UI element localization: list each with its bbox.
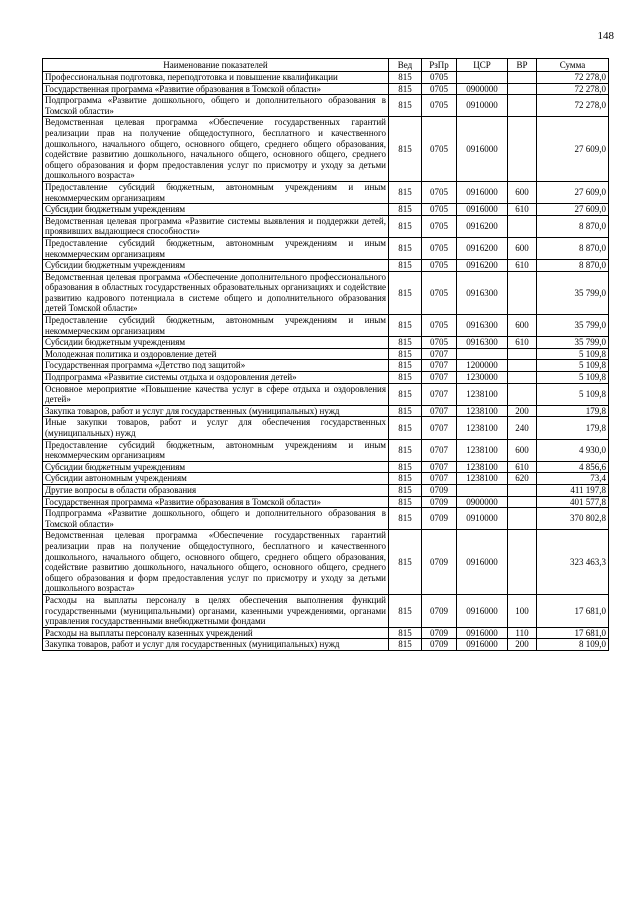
- row-sum: 4 930,0: [537, 439, 609, 461]
- row-vr: 620: [508, 473, 537, 485]
- row-rzpr: 0705: [422, 337, 457, 349]
- row-csr: 1238100: [457, 383, 508, 405]
- row-ved: 815: [389, 484, 422, 496]
- row-csr: 1200000: [457, 360, 508, 372]
- table-body: [43, 72, 609, 651]
- row-vr: 600: [508, 315, 537, 337]
- page-number: 148: [597, 30, 614, 42]
- row-name: Расходы на выплаты персоналу в целях обеспечения выполнения функций государственными (муниципальными) органами, казенными учреждениями, органами управления государственными внебюджетными фондами: [43, 594, 389, 627]
- row-vr: [508, 484, 537, 496]
- row-sum: 27 609,0: [537, 204, 609, 216]
- row-ved: 815: [389, 95, 422, 117]
- table-row: [43, 72, 609, 84]
- row-csr: 1238100: [457, 405, 508, 417]
- row-csr: [457, 348, 508, 360]
- row-rzpr: 0705: [422, 271, 457, 314]
- row-csr: 0916200: [457, 237, 508, 259]
- row-vr: [508, 72, 537, 84]
- column-header-csr: ЦСР: [457, 59, 508, 72]
- row-rzpr: 0705: [422, 215, 457, 237]
- row-vr: [508, 508, 537, 530]
- row-rzpr: 0707: [422, 372, 457, 384]
- row-ved: 815: [389, 439, 422, 461]
- column-header-rzpr: РзПр: [422, 59, 457, 72]
- row-csr: 0916300: [457, 271, 508, 314]
- row-vr: 610: [508, 204, 537, 216]
- row-ved: 815: [389, 337, 422, 349]
- row-vr: [508, 117, 537, 182]
- row-name: Ведомственная целевая программа «Обеспечение дополнительного профессионального образования в областных государственных образовательных организациях и содействие развитию кадрового потенциала в системе общего и дополнительного образования детей Томской области»: [43, 271, 389, 314]
- row-vr: 610: [508, 337, 537, 349]
- row-sum: 8 870,0: [537, 260, 609, 272]
- row-vr: 100: [508, 594, 537, 627]
- row-sum: 27 609,0: [537, 117, 609, 182]
- table-row: [43, 639, 609, 651]
- table-header-row: [43, 59, 609, 72]
- row-ved: 815: [389, 639, 422, 651]
- row-rzpr: 0705: [422, 117, 457, 182]
- row-name: Закупка товаров, работ и услуг для государственных (муниципальных) нужд: [43, 639, 389, 651]
- row-vr: [508, 496, 537, 508]
- table-row: [43, 508, 609, 530]
- row-name: Ведомственная целевая программа «Обеспечение государственных гарантий реализации прав на получение общедоступного, бесплатного и качественного дошкольного, начального общего, основного общего, среднего общего образования, содействие развитию дошкольного, начального общего, основного общего, среднего общего образования и форм предоставления услуг по присмотру и уходу за детьми дошкольного возраста»: [43, 530, 389, 595]
- row-ved: 815: [389, 372, 422, 384]
- row-rzpr: 0705: [422, 95, 457, 117]
- row-ved: 815: [389, 117, 422, 182]
- row-csr: 0916000: [457, 594, 508, 627]
- table-row: [43, 496, 609, 508]
- row-sum: 4 856,6: [537, 461, 609, 473]
- table-row: [43, 417, 609, 439]
- row-rzpr: 0707: [422, 360, 457, 372]
- row-ved: 815: [389, 271, 422, 314]
- row-name: Закупка товаров, работ и услуг для государственных (муниципальных) нужд: [43, 405, 389, 417]
- row-sum: 72 278,0: [537, 95, 609, 117]
- row-rzpr: 0705: [422, 260, 457, 272]
- table-row: [43, 383, 609, 405]
- row-csr: 0910000: [457, 95, 508, 117]
- row-csr: 0916000: [457, 639, 508, 651]
- row-sum: 5 109,8: [537, 372, 609, 384]
- row-rzpr: 0709: [422, 627, 457, 639]
- row-name: Подпрограмма «Развитие дошкольного, общего и дополнительного образования в Томской области»: [43, 508, 389, 530]
- row-csr: 0916000: [457, 117, 508, 182]
- row-vr: 240: [508, 417, 537, 439]
- row-ved: 815: [389, 496, 422, 508]
- table-row: [43, 83, 609, 95]
- table-row: [43, 461, 609, 473]
- row-name: Профессиональная подготовка, переподготовка и повышение квалификации: [43, 72, 389, 84]
- row-csr: 1238100: [457, 417, 508, 439]
- row-ved: 815: [389, 594, 422, 627]
- row-name: Субсидии бюджетным учреждениям: [43, 337, 389, 349]
- table-row: [43, 271, 609, 314]
- table-row: [43, 530, 609, 595]
- row-ved: 815: [389, 508, 422, 530]
- row-rzpr: 0705: [422, 237, 457, 259]
- row-name: Предоставление субсидий бюджетным, автономным учреждениям и иным некоммерческим организациям: [43, 237, 389, 259]
- table-row: [43, 204, 609, 216]
- table-row: [43, 181, 609, 203]
- row-rzpr: 0709: [422, 594, 457, 627]
- row-sum: 73,4: [537, 473, 609, 485]
- row-vr: 610: [508, 461, 537, 473]
- row-ved: 815: [389, 315, 422, 337]
- table-row: [43, 594, 609, 627]
- table-row: [43, 405, 609, 417]
- row-csr: 0916000: [457, 530, 508, 595]
- row-vr: 200: [508, 405, 537, 417]
- row-name: Государственная программа «Развитие образования в Томской области»: [43, 496, 389, 508]
- row-name: Расходы на выплаты персоналу казенных учреждений: [43, 627, 389, 639]
- row-csr: 1230000: [457, 372, 508, 384]
- row-csr: 0910000: [457, 508, 508, 530]
- row-csr: [457, 484, 508, 496]
- row-name: Предоставление субсидий бюджетным, автономным учреждениям и иным некоммерческим организациям: [43, 315, 389, 337]
- row-vr: [508, 530, 537, 595]
- row-rzpr: 0709: [422, 530, 457, 595]
- row-csr: 0916200: [457, 215, 508, 237]
- row-csr: 1238100: [457, 439, 508, 461]
- row-ved: 815: [389, 417, 422, 439]
- row-rzpr: 0705: [422, 72, 457, 84]
- table-row: [43, 237, 609, 259]
- row-csr: [457, 72, 508, 84]
- row-sum: 72 278,0: [537, 83, 609, 95]
- row-name: Государственная программа «Детство под защитой»: [43, 360, 389, 372]
- row-sum: 5 109,8: [537, 383, 609, 405]
- row-sum: 5 109,8: [537, 348, 609, 360]
- row-rzpr: 0707: [422, 439, 457, 461]
- row-ved: 815: [389, 204, 422, 216]
- row-sum: 72 278,0: [537, 72, 609, 84]
- row-vr: 200: [508, 639, 537, 651]
- row-name: Субсидии бюджетным учреждениям: [43, 461, 389, 473]
- row-csr: 0916300: [457, 337, 508, 349]
- column-header-vr: ВР: [508, 59, 537, 72]
- row-csr: 0916200: [457, 260, 508, 272]
- row-sum: 179,8: [537, 417, 609, 439]
- row-sum: 35 799,0: [537, 315, 609, 337]
- row-name: Предоставление субсидий бюджетным, автономным учреждениям и иным некоммерческим организациям: [43, 439, 389, 461]
- row-sum: 8 870,0: [537, 237, 609, 259]
- row-rzpr: 0705: [422, 315, 457, 337]
- row-csr: 1238100: [457, 473, 508, 485]
- row-ved: 815: [389, 215, 422, 237]
- row-vr: [508, 215, 537, 237]
- row-csr: 0916000: [457, 181, 508, 203]
- row-rzpr: 0709: [422, 639, 457, 651]
- row-vr: [508, 271, 537, 314]
- table-row: [43, 627, 609, 639]
- row-ved: 815: [389, 405, 422, 417]
- row-rzpr: 0707: [422, 461, 457, 473]
- table-row: [43, 439, 609, 461]
- row-ved: 815: [389, 461, 422, 473]
- row-name: Подпрограмма «Развитие дошкольного, общего и дополнительного образования в Томской области»: [43, 95, 389, 117]
- row-vr: [508, 383, 537, 405]
- row-rzpr: 0707: [422, 383, 457, 405]
- row-rzpr: 0707: [422, 405, 457, 417]
- row-ved: 815: [389, 83, 422, 95]
- row-csr: 0900000: [457, 83, 508, 95]
- row-vr: [508, 83, 537, 95]
- row-sum: 323 463,3: [537, 530, 609, 595]
- table-row: [43, 117, 609, 182]
- row-csr: 0916000: [457, 627, 508, 639]
- row-rzpr: 0707: [422, 417, 457, 439]
- row-vr: 600: [508, 181, 537, 203]
- row-vr: [508, 95, 537, 117]
- table-row: [43, 473, 609, 485]
- row-rzpr: 0707: [422, 348, 457, 360]
- table-row: [43, 337, 609, 349]
- table-row: [43, 215, 609, 237]
- row-sum: 8 109,0: [537, 639, 609, 651]
- row-vr: 600: [508, 237, 537, 259]
- table-row: [43, 260, 609, 272]
- row-name: Субсидии автономным учреждениям: [43, 473, 389, 485]
- row-ved: 815: [389, 360, 422, 372]
- table-row: [43, 360, 609, 372]
- table-row: [43, 95, 609, 117]
- row-ved: 815: [389, 383, 422, 405]
- row-name: Ведомственная целевая программа «Обеспечение государственных гарантий реализации прав на получение общедоступного, бесплатного и качественного дошкольного, начального общего, основного общего, среднего общего образования, содействие развитию дошкольного, начального общего, основного общего, среднего общего образования и форм предоставления услуг по присмотру и уходу за детьми дошкольного возраста»: [43, 117, 389, 182]
- row-vr: 110: [508, 627, 537, 639]
- row-sum: 35 799,0: [537, 337, 609, 349]
- row-name: Подпрограмма «Развитие системы отдыха и оздоровления детей»: [43, 372, 389, 384]
- row-ved: 815: [389, 627, 422, 639]
- table-row: [43, 484, 609, 496]
- row-sum: 370 802,8: [537, 508, 609, 530]
- column-header-ved: Вед: [389, 59, 422, 72]
- row-csr: 1238100: [457, 461, 508, 473]
- row-rzpr: 0709: [422, 508, 457, 530]
- row-ved: 815: [389, 260, 422, 272]
- row-name: Государственная программа «Развитие образования в Томской области»: [43, 83, 389, 95]
- row-vr: 610: [508, 260, 537, 272]
- row-name: Ведомственная целевая программа «Развитие системы выявления и поддержки детей, проявивших выдающиеся способности»: [43, 215, 389, 237]
- row-sum: 401 577,8: [537, 496, 609, 508]
- row-name: Субсидии бюджетным учреждениям: [43, 204, 389, 216]
- row-sum: 411 197,8: [537, 484, 609, 496]
- row-sum: 17 681,0: [537, 594, 609, 627]
- row-vr: [508, 360, 537, 372]
- row-name: Другие вопросы в области образования: [43, 484, 389, 496]
- row-csr: 0916300: [457, 315, 508, 337]
- table-row: [43, 348, 609, 360]
- row-ved: 815: [389, 237, 422, 259]
- row-name: Предоставление субсидий бюджетным, автономным учреждениям и иным некоммерческим организациям: [43, 181, 389, 203]
- row-rzpr: 0709: [422, 496, 457, 508]
- row-name: Субсидии бюджетным учреждениям: [43, 260, 389, 272]
- table-row: [43, 315, 609, 337]
- row-csr: 0916000: [457, 204, 508, 216]
- row-rzpr: 0705: [422, 181, 457, 203]
- column-header-name: Наименование показателей: [43, 59, 389, 72]
- row-sum: 179,8: [537, 405, 609, 417]
- row-rzpr: 0705: [422, 204, 457, 216]
- row-sum: 5 109,8: [537, 360, 609, 372]
- row-sum: 17 681,0: [537, 627, 609, 639]
- row-rzpr: 0709: [422, 484, 457, 496]
- row-ved: 815: [389, 530, 422, 595]
- row-ved: 815: [389, 181, 422, 203]
- row-sum: 35 799,0: [537, 271, 609, 314]
- row-vr: 600: [508, 439, 537, 461]
- row-name: Основное мероприятие «Повышение качества услуг в сфере отдыха и оздоровления детей»: [43, 383, 389, 405]
- row-csr: 0900000: [457, 496, 508, 508]
- table-row: [43, 372, 609, 384]
- row-ved: 815: [389, 473, 422, 485]
- row-ved: 815: [389, 72, 422, 84]
- column-header-sum: Сумма: [537, 59, 609, 72]
- row-name: Молодежная политика и оздоровление детей: [43, 348, 389, 360]
- row-rzpr: 0707: [422, 473, 457, 485]
- row-sum: 27 609,0: [537, 181, 609, 203]
- budget-table: [42, 58, 609, 651]
- row-name: Иные закупки товаров, работ и услуг для обеспечения государственных (муниципальных) нужд: [43, 417, 389, 439]
- row-rzpr: 0705: [422, 83, 457, 95]
- row-vr: [508, 372, 537, 384]
- row-ved: 815: [389, 348, 422, 360]
- row-sum: 8 870,0: [537, 215, 609, 237]
- row-vr: [508, 348, 537, 360]
